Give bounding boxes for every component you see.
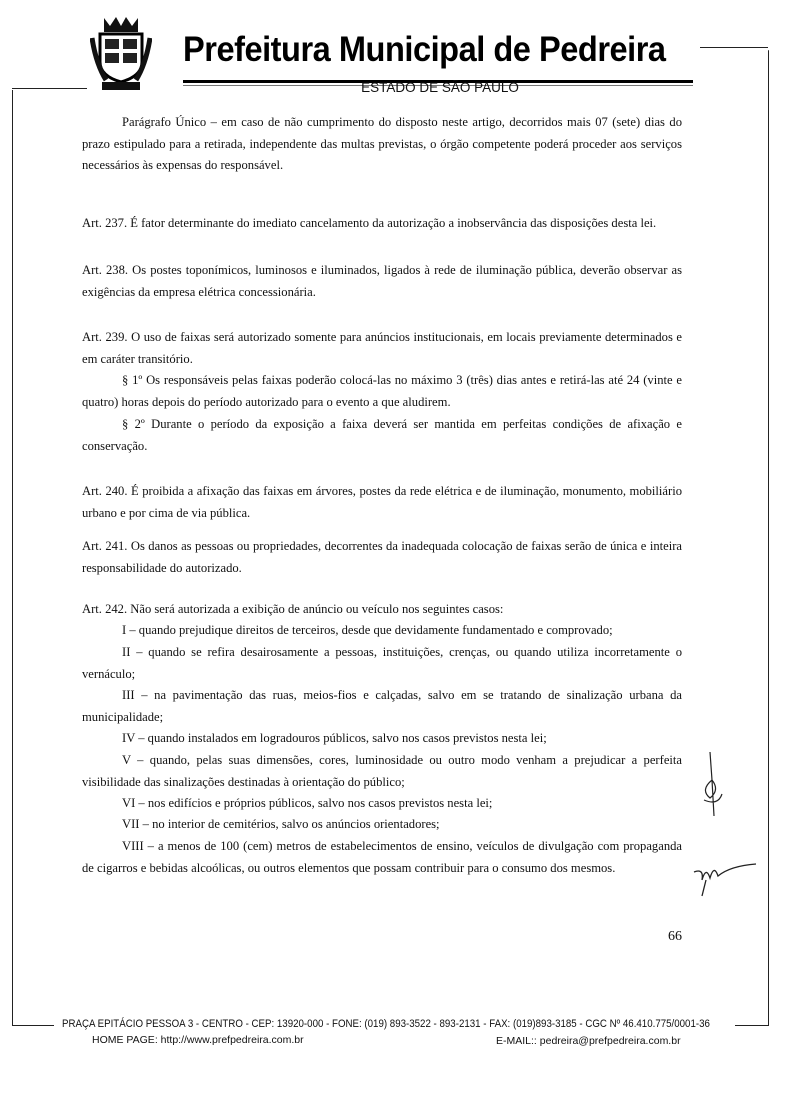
article-238: Art. 238. Os postes toponímicos, luminosos e iluminados, ligados à rede de iluminação pública, deverão observar as exigências da empresa elétrica concessionária.: [82, 263, 682, 299]
frame-line: [700, 47, 768, 48]
signature-initials-icon: [690, 750, 730, 820]
footer-homepage: HOME PAGE: http://www.prefpedreira.com.br: [92, 1034, 304, 1046]
paragrafo-unico: Parágrafo Único – em caso de não cumprimento do disposto neste artigo, decorridos mais 07 (sete) dias do prazo estipulado para a retirada, independente das multas previstas, o órgão competente poderá proceder aos serviços necessários às expensas do responsável.: [82, 115, 682, 172]
page-number: 66: [668, 929, 682, 944]
signature-icon: [690, 860, 760, 900]
article-239-paragraph-1: § 1º Os responsáveis pelas faixas poderão colocá-las no máximo 3 (três) dias antes e retirá-las até 24 (vinte e quatro) horas depois do período autorizado para o evento a que aludirem.: [82, 373, 682, 409]
list-item: II – quando se refira desairosamente a pessoas, instituições, crenças, ou quando utiliza incorretamente o vernáculo;: [82, 645, 682, 681]
article-237: Art. 237. É fator determinante do imediato cancelamento da autorização a inobservância das disposições desta lei.: [82, 216, 657, 230]
frame-line: [12, 90, 13, 1025]
list-item: IV – quando instalados em logradouros públicos, salvo nos casos previstos nesta lei;: [122, 731, 547, 745]
article-242: Art. 242. Não será autorizada a exibição de anúncio ou veículo nos seguintes casos:: [82, 602, 504, 616]
letterhead-title: Prefeitura Municipal de Pedreira: [183, 30, 666, 69]
coat-of-arms-icon: [90, 14, 152, 96]
article-239-paragraph-2: § 2º Durante o período da exposição a faixa deverá ser mantida em perfeitas condições de afixação e conservação.: [82, 417, 682, 453]
footer-email: E-MAIL:: pedreira@prefpedreira.com.br: [496, 1035, 681, 1047]
list-item: V – quando, pelas suas dimensões, cores, luminosidade ou outro modo venham a prejudicar a perfeita visibilidade das sinalizações destinadas à orientação do público;: [82, 753, 682, 789]
article-240: Art. 240. É proibida a afixação das faixas em árvores, postes da rede elétrica e de iluminação, monumento, mobiliário urbano e por cima de via pública.: [82, 484, 682, 520]
frame-line: [12, 1025, 54, 1026]
frame-line: [12, 88, 87, 89]
list-item: VIII – a menos de 100 (cem) metros de estabelecimentos de ensino, veículos de divulgação com propaganda de cigarros e bebidas alcoólicas, ou outros elementos que possam contribuir para o consumo dos mesmos.: [82, 839, 682, 875]
footer-address: PRAÇA EPITÁCIO PESSOA 3 - CENTRO - CEP: 13920-000 - FONE: (019) 893-3522 - 893-2131 - FAX: (019)893-3185 - CGC Nº 46.410.775/0001-36: [62, 1018, 710, 1030]
letterhead-subtitle: ESTADO DE SÃO PAULO: [361, 80, 519, 95]
list-item: VI – nos edifícios e próprios públicos, salvo nos casos previstos nesta lei;: [122, 796, 493, 810]
frame-line: [735, 1025, 769, 1026]
list-item: I – quando prejudique direitos de terceiros, desde que devidamente fundamentado e comprovado;: [122, 623, 613, 637]
list-item: III – na pavimentação das ruas, meios-fios e calçadas, salvo em se tratando de sinalização urbana da municipalidade;: [82, 688, 682, 724]
article-241: Art. 241. Os danos as pessoas ou propriedades, decorrentes da inadequada colocação de faixas serão de única e inteira responsabilidade do autorizado.: [82, 539, 682, 575]
list-item: VII – no interior de cemitérios, salvo os anúncios orientadores;: [122, 817, 440, 831]
article-239: Art. 239. O uso de faixas será autorizado somente para anúncios institucionais, em locais previamente determinados e em caráter transitório.: [82, 330, 682, 366]
frame-line: [768, 50, 769, 1025]
